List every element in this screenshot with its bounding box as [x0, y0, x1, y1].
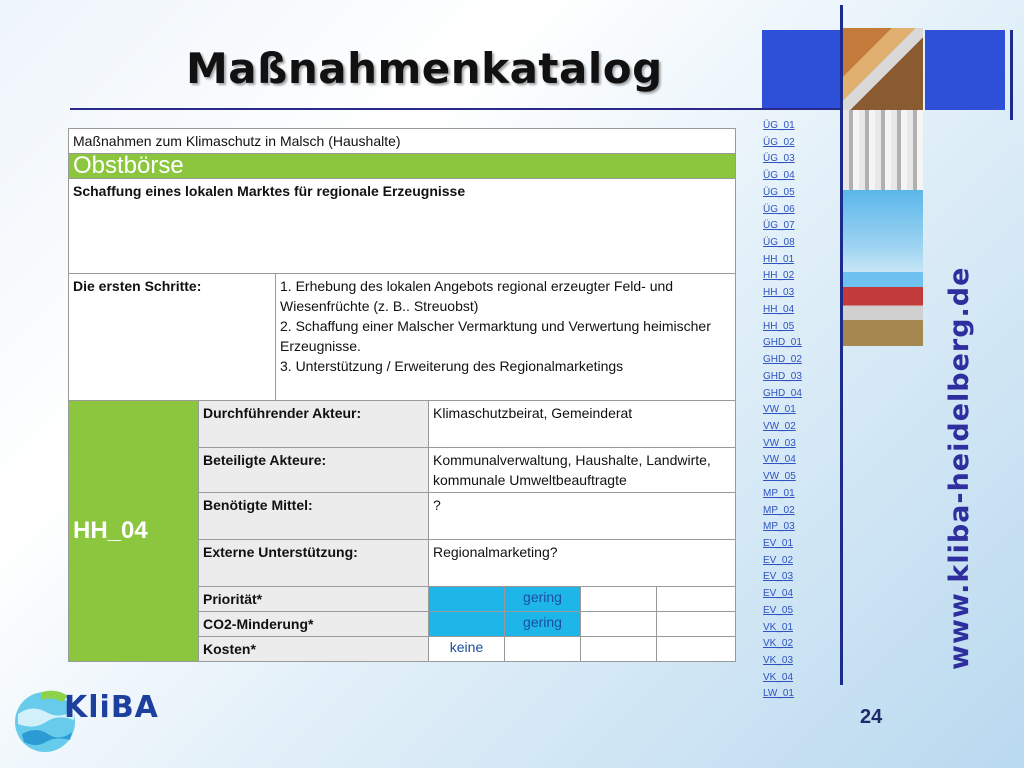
measure-link[interactable]: ÜG_02	[763, 136, 795, 148]
measure-link-item	[763, 369, 802, 386]
measure-link[interactable]: VK_02	[763, 638, 794, 650]
measure-link[interactable]: EV_03	[763, 571, 794, 583]
measure-link[interactable]: MP_01	[763, 487, 795, 499]
page-number: 24	[860, 706, 883, 728]
first-step: 1. Erhebung des lokalen Angebots regional erzeugter Feld- und Wiesenfrüchte (z. B.. Streuobst)	[280, 278, 674, 314]
measure-link[interactable]: ÜG_06	[763, 203, 795, 215]
measure-name: Obstbörse	[69, 154, 736, 179]
rating-empty-cell	[657, 587, 736, 612]
measure-link-item	[763, 436, 802, 453]
measure-code: HH_04	[69, 401, 199, 662]
measure-link-item	[763, 686, 802, 703]
measure-link-item	[763, 569, 802, 586]
measure-link-item	[763, 168, 802, 185]
measure-link-item	[763, 235, 802, 252]
measure-link-item	[763, 586, 802, 603]
row-label: Durchführender Akteur:	[199, 401, 429, 448]
house-photo	[843, 272, 923, 346]
measure-link-item	[763, 319, 802, 336]
measure-link[interactable]: ÜG_01	[763, 120, 795, 131]
rating-empty-cell	[657, 612, 736, 637]
measure-link[interactable]: ÜG_03	[763, 153, 795, 165]
rating-label: Kosten*	[199, 637, 429, 662]
measure-link-item	[763, 486, 802, 503]
rating-label: Priorität*	[199, 587, 429, 612]
photo-stack	[843, 28, 923, 346]
measure-link-item	[763, 402, 802, 419]
first-step: 2. Schaffung einer Malscher Vermarktung und Verwertung heimischer Erzeugnisse.	[280, 318, 711, 354]
measure-link[interactable]: GHD_04	[763, 387, 802, 399]
measure-link-item	[763, 386, 802, 403]
row-value: Regionalmarketing?	[429, 540, 736, 587]
measure-link-item	[763, 503, 802, 520]
measure-link-item	[763, 603, 802, 620]
first-steps-label: Die ersten Schritte:	[69, 274, 276, 401]
measure-link-item	[763, 519, 802, 536]
first-steps-list	[276, 274, 736, 401]
measure-link-item	[763, 536, 802, 553]
measure-link[interactable]: EV_04	[763, 588, 794, 600]
rating-empty-cell	[581, 637, 657, 662]
measure-link[interactable]: MP_02	[763, 504, 795, 516]
measure-link[interactable]: HH_02	[763, 270, 795, 282]
measure-link[interactable]: EV_02	[763, 554, 794, 566]
measure-link[interactable]: VW_02	[763, 420, 796, 432]
rating-value: keine	[429, 637, 505, 662]
measure-link[interactable]: ÜG_07	[763, 220, 795, 232]
rating-value: gering	[505, 612, 581, 637]
row-label: Benötigte Mittel:	[199, 493, 429, 540]
measure-link[interactable]: VK_04	[763, 671, 794, 683]
measure-link-item	[763, 218, 802, 235]
measure-link-item	[763, 118, 802, 135]
rating-empty-cell	[657, 637, 736, 662]
rating-empty-cell	[505, 637, 581, 662]
measure-link-item	[763, 553, 802, 570]
measure-link[interactable]: EV_01	[763, 537, 794, 549]
measure-link-list	[763, 118, 802, 703]
row-value: Klimaschutzbeirat, Gemeinderat	[429, 401, 736, 448]
row-label: Externe Unterstützung:	[199, 540, 429, 587]
measure-link-item	[763, 285, 802, 302]
logo-text: KliBA	[64, 690, 159, 725]
measure-link[interactable]: ÜG_04	[763, 170, 795, 182]
measure-link-item	[763, 185, 802, 202]
sky-photo	[843, 190, 923, 272]
measure-link-item	[763, 636, 802, 653]
measure-link-item	[763, 419, 802, 436]
measure-link[interactable]: HH_03	[763, 287, 795, 299]
heating-pipes-photo	[843, 110, 923, 190]
measure-link-item	[763, 452, 802, 469]
rating-label: CO2-Minderung*	[199, 612, 429, 637]
measure-description: Schaffung eines lokalen Marktes für regionale Erzeugnisse	[69, 179, 736, 274]
measure-link[interactable]: LW_01	[763, 688, 794, 700]
table-subtitle: Maßnahmen zum Klimaschutz in Malsch (Haushalte)	[69, 129, 736, 154]
measure-link-item	[763, 135, 802, 152]
measure-link-item	[763, 335, 802, 352]
website-url: www.kliba-heidelberg.de	[944, 266, 975, 670]
measure-link-item	[763, 252, 802, 269]
measure-link[interactable]: VW_05	[763, 471, 796, 483]
measure-link-item	[763, 202, 802, 219]
measure-link-item	[763, 151, 802, 168]
measure-link[interactable]: HH_01	[763, 253, 795, 265]
measure-table	[68, 128, 736, 662]
measure-link[interactable]: GHD_02	[763, 354, 802, 366]
first-step: 3. Unterstützung / Erweiterung des Regionalmarketings	[280, 358, 624, 374]
measure-link-item	[763, 352, 802, 369]
measure-link-item	[763, 268, 802, 285]
row-value: Kommunalverwaltung, Haushalte, Landwirte, kommunale Umweltbeauftragte	[429, 448, 736, 493]
rating-value: gering	[505, 587, 581, 612]
measure-link[interactable]: EV_05	[763, 604, 794, 616]
kliba-logo	[12, 684, 192, 756]
measure-link-item	[763, 302, 802, 319]
row-value: ?	[429, 493, 736, 540]
measure-link-item	[763, 469, 802, 486]
measure-link[interactable]: ÜG_05	[763, 186, 795, 198]
measure-link[interactable]: ÜG_08	[763, 237, 795, 249]
blue-block-right	[925, 30, 1005, 110]
measure-link[interactable]: VK_01	[763, 621, 794, 633]
measure-link[interactable]: VK_03	[763, 655, 794, 666]
rating-empty-cell	[581, 612, 657, 637]
measure-link-item	[763, 670, 802, 687]
roof-photo	[843, 28, 923, 110]
row-label: Beteiligte Akteure:	[199, 448, 429, 493]
rating-level-cell	[429, 612, 505, 637]
measure-link[interactable]: GHD_01	[763, 337, 802, 349]
measure-link[interactable]: VW_04	[763, 454, 796, 466]
rating-level-cell	[429, 587, 505, 612]
measure-link-item	[763, 653, 802, 670]
measure-link[interactable]: MP_03	[763, 521, 795, 533]
measure-link-item	[763, 620, 802, 637]
slide-title: Maßnahmenkatalog	[186, 44, 663, 93]
title-rule	[70, 108, 840, 110]
rating-empty-cell	[581, 587, 657, 612]
measure-link[interactable]: HH_05	[763, 320, 795, 332]
measure-link[interactable]: GHD_03	[763, 370, 802, 382]
measure-link[interactable]: VW_01	[763, 404, 796, 416]
vertical-rule-right	[1010, 30, 1013, 120]
blue-block-left	[762, 30, 842, 110]
measure-link[interactable]: HH_04	[763, 303, 795, 315]
measure-link[interactable]: VW_03	[763, 437, 796, 449]
